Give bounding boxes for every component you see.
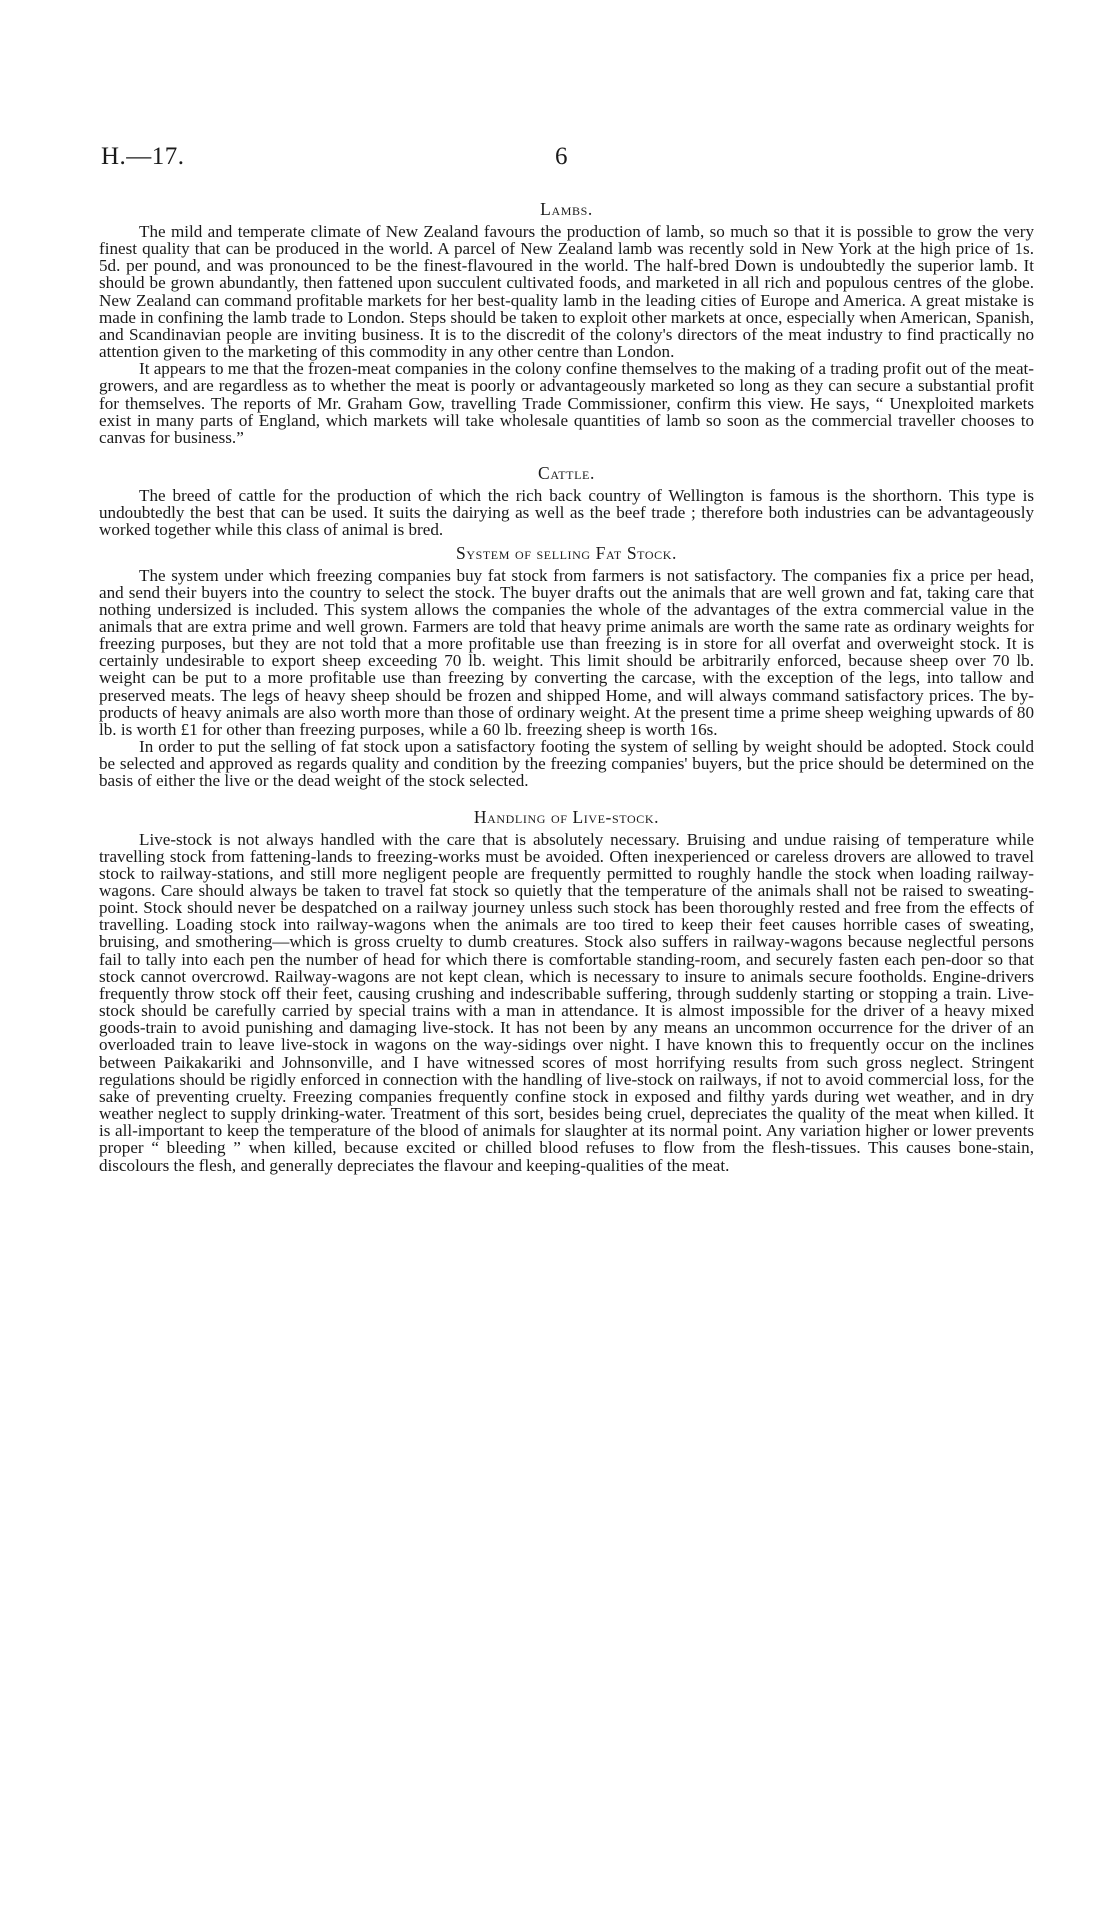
paragraph-selling-1: The system under which freezing companies buy fat stock from farmers is not satisfactory. The companies fix a price per head, and send their buyers into the country to select the stock. The buyer drafts out the animals that are well grown and fat, taking care that nothing undersized is included. This system allows the companies the whole of the advantages of the extra commercial value in the animals that are extra prime and well grown. Farmers are told that heavy prime animals are worth the same rate as ordinary weights for freezing purposes, but they are not told that a more profitable use than freezing is in store for all overfat and overweight stock. It is certainly undesirable to export sheep exceeding 70 lb. weight. This limit should be arbitrarily enforced, because sheep over 70 lb. weight can be put to a more profitable use than freezing by converting the carcase, with the exception of the legs, into tallow and preserved meats. The legs of heavy sheep should be frozen and shipped Home, and will always command satisfactory prices. The by-products of heavy animals are also worth more than those of ordinary weight. At the present time a prime sheep weighing upwards of 80 lb. is worth £1 for other than freezing purposes, while a 60 lb. freezing sheep is worth 16s. — [99, 565, 1034, 739]
section-lambs — [99, 200, 1034, 446]
paragraph-handling-1: Live-stock is not always handled with the care that is absolutely necessary. Bruising and undue raising of temperature while travelling stock from fattening-lands to freezing-works must be avoided. Often inexperienced or careless drovers are allowed to travel stock to railway-stations, and still more negligent people are frequently permitted to roughly handle the stock when loading railway-wagons. Care should always be taken to travel fat stock so quietly that the temperature of the animals shall not be raised to sweating-point. Stock should never be despatched on a railway journey unless such stock has been thoroughly rested and free from the effects of travelling. Loading stock into railway-wagons when the animals are too tired to keep their feet causes horrible cases of sweating, bruising, and smothering—which is gross cruelty to dumb creatures. Stock also suffers in railway-wagons because neglectful persons fail to tally into each pen the number of head for which there is comfortable standing-room, and securely fasten each pen-door so that stock cannot overcrowd. Railway-wagons are not kept clean, which is necessary to insure to animals secure footholds. Engine-drivers frequently throw stock off their feet, causing crushing and indescribable suffering, through suddenly starting or stopping a train. Live-stock should be carefully carried by special trains with a man in attendance. It is almost impossible for the driver of a heavy mixed goods-train to avoid punishing and damaging live-stock. It has not been by any means an uncommon occurrence for the driver of an overloaded train to leave live-stock in wagons on the way-sidings over night. I have known this to frequently occur on the inclines between Paikakariki and Johnsonville, and I have witnessed scores of most horrifying results from such gross neglect. Stringent regulations should be rigidly enforced in connection with the handling of live-stock on railways, if not to avoid commercial loss, for the sake of preventing cruelty. Freezing companies frequently confine stock in exposed and filthy yards during wet weather, and in dry weather neglect to supply drinking-water. Treatment of this sort, besides being cruel, depreciates the quality of the meat when killed. It is all-important to keep the temperature of the blood of animals for slaughter at its normal point. Any variation higher or lower prevents proper “ bleeding ” when killed, because excited or chilled blood refuses to flow from the flesh-tissues. This causes bone-stain, discolours the flesh, and generally depreciates the flavour and keeping-qualities of the meat. — [99, 829, 1034, 1175]
paragraph-lambs-2: It appears to me that the frozen-meat companies in the colony confine themselves to the making of a trading profit out of the meat-growers, and are regardless as to whether the meat is poorly or advantageously marketed so long as they can secure a substantial profit for themselves. The reports of Mr. Graham Gow, travelling Trade Commissioner, confirm this view. He says, “ Unexploited markets exist in many parts of England, which markets will take wholesale quantities of lamb so soon as the commercial traveller chooses to canvas for business.” — [99, 359, 1034, 447]
section-handling-live-stock — [99, 808, 1034, 1174]
paragraph-lambs-1: The mild and temperate climate of New Zealand favours the production of lamb, so much so that it is possible to grow the very finest quality that can be produced in the world. A parcel of New Zealand lamb was recently sold in New York at the high price of 1s. 5d. per pound, and was pronounced to be the finest-flavoured in the world. The half-bred Down is undoubtedly the superior lamb. It should be grown abundantly, then fattened upon succulent cultivated foods, and marketed in all rich and populous centres of the globe. New Zealand can command profitable markets for her best-quality lamb in the leading cities of Europe and America. A great mistake is made in confining the lamb trade to London. Steps should be taken to exploit other markets at once, especially when American, Spanish, and Scandinavian people are inviting business. It is to the discredit of the colony's directors of the meat industry to find practically no attention given to the marketing of this commodity in any other centre than London. — [99, 222, 1034, 362]
paragraph-cattle-1: The breed of cattle for the production of which the rich back country of Wellington is famous is the shorthorn. This type is undoubtedly the best that can be used. It suits the dairying as well as the beef trade ; therefore both industries can be advantageously worked together while this class of animal is bred. — [99, 486, 1034, 540]
section-heading-handling-live-stock: Handling of Live-stock. — [473, 806, 660, 827]
section-heading-cattle: Cattle. — [538, 463, 595, 484]
document-reference: H.—17. — [101, 143, 185, 170]
section-selling-fat-stock — [99, 544, 1034, 790]
section-heading-lambs: Lambs. — [540, 199, 593, 219]
page-number: 6 — [555, 143, 568, 170]
section-cattle — [99, 464, 1034, 538]
section-heading-selling-fat-stock: System of selling Fat Stock. — [456, 542, 677, 563]
body-text — [99, 200, 1034, 1174]
paragraph-selling-2: In order to put the selling of fat stock upon a satisfactory footing the system of selling by weight should be adopted. Stock could be selected and approved as regards quality and condition by the freezing companies' buyers, but the price should be determined on the basis of either the live or the dead weight of the stock selected. — [99, 737, 1034, 791]
